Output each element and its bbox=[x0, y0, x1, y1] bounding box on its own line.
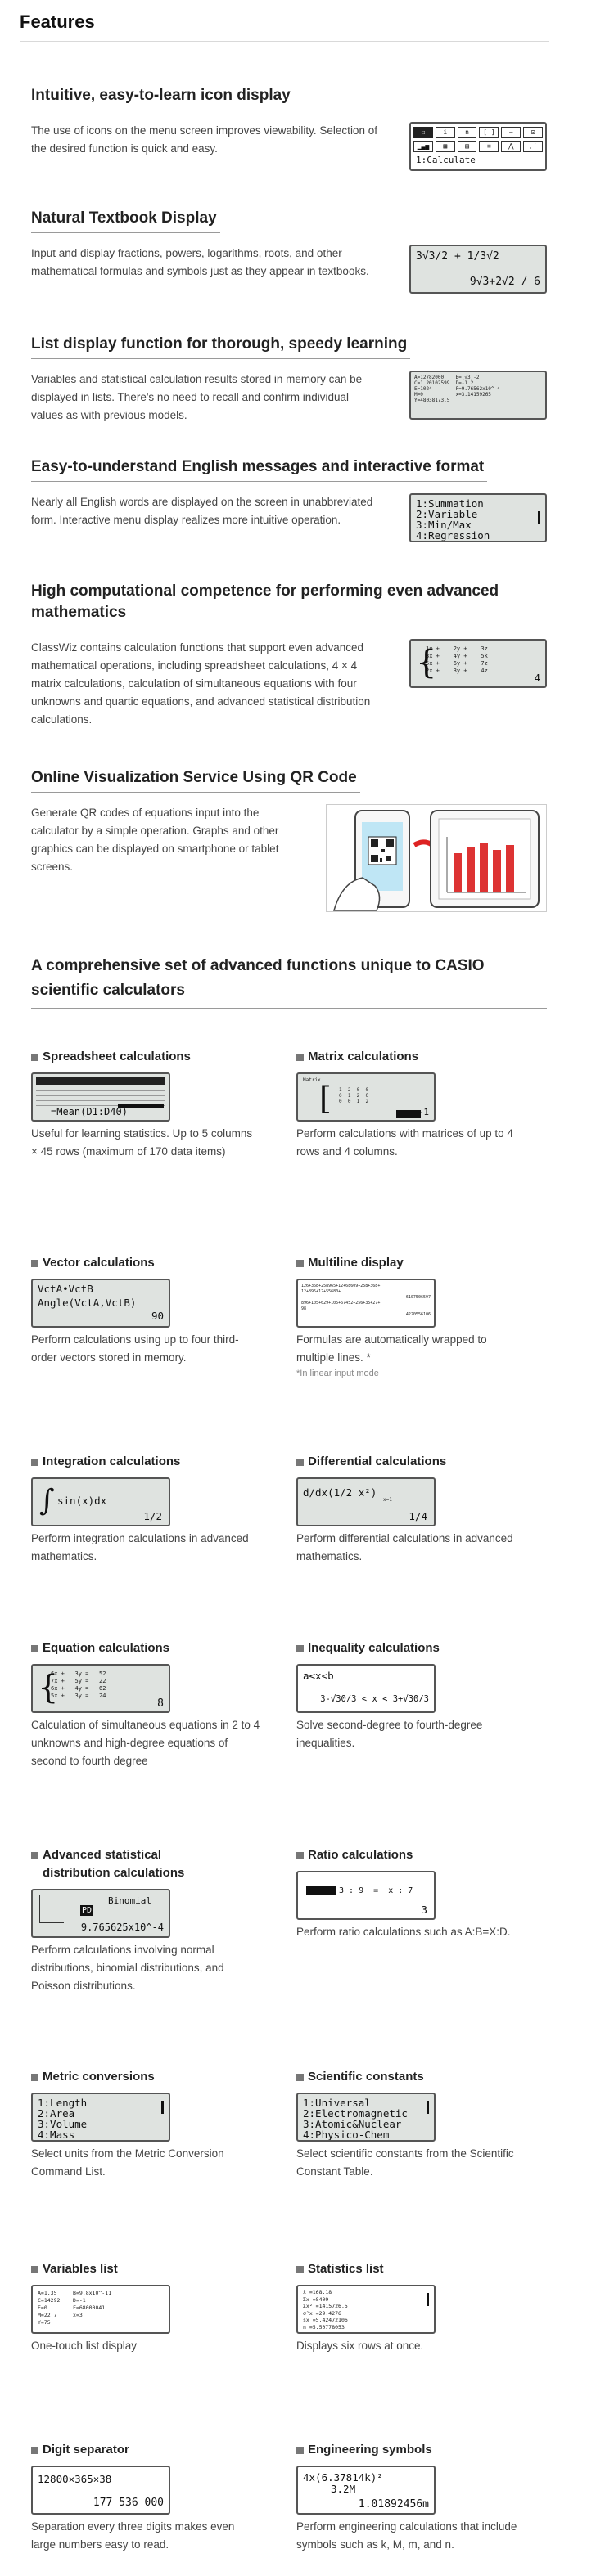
screen-line: M=0 x=3.14159265 bbox=[414, 392, 491, 398]
input-cursor bbox=[306, 1886, 336, 1895]
screen-line: 1/4 bbox=[409, 1510, 427, 1522]
screen-line: a<x<b bbox=[303, 1670, 334, 1682]
screen-line: n =5.50778053 bbox=[303, 2323, 345, 2331]
item-text: Perform calculations involving normal distributions, binomial distributions, and Poisson distributions. bbox=[31, 1944, 224, 1992]
screen-line: 3 bbox=[421, 1904, 427, 1916]
calculator-screen bbox=[31, 1279, 170, 1328]
calculate-icon: ☐ bbox=[413, 127, 433, 138]
screen-line: 0 1 2 0 bbox=[339, 1093, 369, 1099]
screen-line: 3 : 9 = x : 7 bbox=[339, 1886, 413, 1895]
screen-line: 2:Electromagnetic bbox=[303, 2107, 408, 2120]
complex-icon: i bbox=[436, 127, 455, 138]
item-text: Perform calculations using up to four third-order vectors stored in memory. bbox=[31, 1333, 239, 1364]
screen-line: 90 bbox=[151, 1310, 164, 1322]
feature-title: High computational competence for performing even advanced mathematics bbox=[31, 581, 547, 627]
calculator-screen bbox=[296, 2285, 436, 2334]
feature-text: ClassWiz contains calculation functions that support even advanced mathematical operations, including spreadsheet calculations, 4 × 4 matrix calculations, calculation of simultaneous equations with four unknowns and quartic equations, and advanced statistical distribution calculations. bbox=[31, 641, 371, 726]
screen-line: sin(x)dx bbox=[57, 1495, 107, 1507]
calculator-screen bbox=[31, 2285, 170, 2334]
screen-line: 4 bbox=[534, 672, 540, 684]
screen-line: 4:Regression bbox=[416, 529, 490, 542]
screen-line: E=0 F=68000041 bbox=[38, 2304, 106, 2311]
screen-line: 2:Area bbox=[38, 2107, 75, 2120]
screen-line: 4x(6.37814k)² bbox=[303, 2471, 383, 2484]
screen-line: 1 2 0 0 bbox=[339, 1087, 369, 1093]
screen-line: 177 536 000 bbox=[93, 2497, 164, 2509]
item-text: Useful for learning statistics. Up to 5 columns × 45 rows (maximum of 170 data items) bbox=[31, 1127, 253, 1158]
feature-title: Natural Textbook Display bbox=[31, 208, 220, 233]
item-text: Perform calculations with matrices of up to 4 rows and 4 columns. bbox=[296, 1127, 513, 1158]
screen-line: 3:Min/Max bbox=[416, 519, 472, 531]
feature-text: The use of icons on the menu screen improves viewability. Selection of the desired function is quick and easy. bbox=[31, 124, 377, 155]
calculator-screen bbox=[409, 122, 547, 171]
screen-line: 3:Atomic&Nuclear bbox=[303, 2118, 402, 2130]
feature-title: Online Visualization Service Using QR Code bbox=[31, 767, 360, 793]
item-title: Metric conversions bbox=[31, 2068, 277, 2086]
screen-line: Binomial bbox=[108, 1895, 151, 1906]
calculator-screen bbox=[296, 1477, 436, 1526]
screen-line: 896+105+629+105+67452+256+35+27+ bbox=[301, 1301, 381, 1306]
screen-line: C=1.20102599 D=-1.2 bbox=[414, 380, 474, 386]
scrollbar-indicator bbox=[427, 2101, 429, 2114]
screen-line: Angle(VctA,VctB) bbox=[38, 1297, 137, 1309]
screen-line: d/dx(1/2 x²) bbox=[303, 1486, 377, 1499]
item-title: Ratio calculations bbox=[296, 1846, 542, 1864]
distribution-item bbox=[31, 1846, 277, 1995]
engineering-symbols-item bbox=[296, 2441, 542, 2554]
vector-icon: → bbox=[501, 127, 521, 138]
item-title: Differential calculations bbox=[296, 1453, 542, 1471]
screen-line: x=1 bbox=[383, 1497, 392, 1503]
menu-icons-row bbox=[411, 124, 545, 138]
differential-item bbox=[296, 1453, 542, 1566]
base-n-icon: n bbox=[458, 127, 477, 138]
feature-title: Intuitive, easy-to-learn icon display bbox=[31, 85, 547, 110]
brace-icon: { bbox=[416, 644, 437, 681]
screen-line: 4220556106 bbox=[405, 1312, 431, 1317]
menu-icons-row bbox=[411, 138, 545, 152]
item-title: Statistics list bbox=[296, 2260, 542, 2278]
screen-line: 1/2 bbox=[143, 1510, 162, 1522]
calculator-screen bbox=[31, 1664, 170, 1713]
screen-line: C=14292 D=-1 bbox=[38, 2297, 86, 2304]
calculator-screen bbox=[296, 2093, 436, 2142]
screen-line: 98 bbox=[301, 1306, 307, 1311]
section-title: A comprehensive set of advanced functions unique to CASIO scientific calculators bbox=[31, 954, 547, 1009]
calculator-screen bbox=[409, 639, 547, 688]
screen-line: 126+368+258965+12+68609+258+368+ bbox=[301, 1284, 381, 1288]
screen-line: PD bbox=[82, 1906, 93, 1915]
screen-line: E=1024 F=9.76562x10^-4 bbox=[414, 386, 500, 392]
item-title: Engineering symbols bbox=[296, 2441, 542, 2459]
screen-line: M=22.7 x=3 bbox=[38, 2312, 83, 2318]
screen-line: sx =5.42472106 bbox=[303, 2317, 348, 2323]
item-text: Displays six rows at once. bbox=[296, 2340, 424, 2352]
screen-line: 5x + 6y + 7z bbox=[426, 660, 488, 667]
metric-conversions-item bbox=[31, 2068, 277, 2181]
spreadsheet-item bbox=[31, 1048, 277, 1161]
screen-line: Matrix bbox=[303, 1077, 321, 1083]
screen-line: 3√3/2 + 1/3√2 bbox=[416, 250, 499, 263]
item-footnote: *In linear input mode bbox=[296, 1369, 379, 1378]
item-title: Multiline display bbox=[296, 1254, 542, 1272]
screen-line: 12+895+12+55680+ bbox=[301, 1289, 341, 1294]
scrollbar-indicator bbox=[427, 2293, 429, 2306]
screen-line: 0 0 1 2 bbox=[339, 1099, 369, 1104]
item-title: Inequality calculations bbox=[296, 1639, 542, 1657]
item-title: Equation calculations bbox=[31, 1639, 277, 1657]
item-text: Perform integration calculations in advanced mathematics. bbox=[31, 1532, 249, 1562]
screen-line: Σx² =1415726.5 bbox=[303, 2303, 348, 2309]
scrollbar-indicator bbox=[538, 511, 540, 524]
qr-illustration bbox=[326, 804, 547, 912]
scrollbar-indicator bbox=[161, 2101, 164, 2114]
calculator-screen bbox=[31, 2466, 170, 2515]
calculator-screen bbox=[31, 2093, 170, 2142]
calculator-screen bbox=[31, 1477, 170, 1526]
bracket-left-icon: [ bbox=[319, 1081, 332, 1117]
item-text: Formulas are automatically wrapped to multiple lines. * bbox=[296, 1333, 487, 1364]
screen-line: =Mean(D1:D40) bbox=[51, 1106, 128, 1117]
screen-line: 7x + 5y = 22 bbox=[51, 1678, 106, 1684]
variables-list-item bbox=[31, 2260, 277, 2355]
screen-line: Σx =8409 bbox=[303, 2295, 329, 2303]
item-title: Spreadsheet calculations bbox=[31, 1048, 277, 1066]
digit-separator-item bbox=[31, 2441, 277, 2554]
item-title: Integration calculations bbox=[31, 1453, 277, 1471]
feature-english-messages bbox=[31, 456, 547, 542]
item-title: Advanced statistical distribution calculations bbox=[31, 1846, 228, 1882]
inequality-icon: ⋀ bbox=[501, 141, 521, 152]
inequality-item bbox=[296, 1639, 542, 1752]
spreadsheet-icon: ▦ bbox=[436, 141, 455, 152]
matrix-icon: [ ] bbox=[479, 127, 499, 138]
feature-qr-visualization bbox=[31, 767, 547, 912]
screen-line: 1:Calculate bbox=[416, 155, 476, 165]
multiline-item bbox=[296, 1254, 542, 1380]
screen-line: Y=48038173.5 bbox=[414, 398, 450, 403]
page-title: Features bbox=[20, 11, 95, 32]
screen-line: 1:Summation bbox=[416, 497, 484, 510]
stat-icon: ⊡ bbox=[523, 127, 543, 138]
calculator-screen bbox=[409, 245, 547, 294]
feature-text: Input and display fractions, powers, logarithms, roots, and other mathematical formulas and symbols just as they appear in textbooks. bbox=[31, 247, 369, 277]
calculator-screen bbox=[296, 2466, 436, 2515]
screen-line: 6x + 3y = 52 bbox=[51, 1670, 106, 1677]
calculator-screen bbox=[409, 493, 547, 542]
sheet-header bbox=[36, 1077, 165, 1085]
screen-line: 12800×365×38 bbox=[38, 2473, 112, 2485]
screen-line: 4:Mass bbox=[38, 2129, 75, 2141]
item-text: Separation every three digits makes even large numbers easy to read. bbox=[31, 2520, 235, 2551]
screen-line: -1 bbox=[418, 1107, 429, 1117]
item-title: Scientific constants bbox=[296, 2068, 542, 2086]
equation-icon: ≡ bbox=[479, 141, 499, 152]
scientific-constants-item bbox=[296, 2068, 542, 2181]
matrix-item bbox=[296, 1048, 542, 1161]
screen-line: 8 bbox=[157, 1697, 164, 1710]
item-text: Calculation of simultaneous equations in 2 to 4 unknowns and high-degree equations of second to fourth degree bbox=[31, 1719, 260, 1767]
screen-line: 1:Length bbox=[38, 2097, 88, 2109]
screen-line: VctA•VctB bbox=[38, 1283, 93, 1295]
feature-text: Variables and statistical calculation results stored in memory can be displayed in lists. There's no need to recall and confirm individual values as with previous models. bbox=[31, 373, 363, 421]
calculator-screen bbox=[296, 1279, 436, 1328]
feature-text: Nearly all English words are displayed on the screen in unabbreviated form. Interactive menu display realizes more intuitive operation. bbox=[31, 496, 373, 526]
item-text: One-touch list display bbox=[31, 2340, 138, 2352]
calculator-screen bbox=[296, 1664, 436, 1713]
screen-line: A=12782000 B=(√3)-2 bbox=[414, 375, 480, 380]
item-text: Select units from the Metric Conversion Command List. bbox=[31, 2147, 224, 2178]
matrix-cursor bbox=[396, 1110, 421, 1118]
screen-line: 4:Physico-Chem bbox=[303, 2129, 390, 2141]
feature-list-display bbox=[31, 334, 547, 425]
item-title: Vector calculations bbox=[31, 1254, 277, 1272]
graph-icon bbox=[39, 1895, 64, 1923]
integration-item bbox=[31, 1453, 277, 1566]
item-title: Digit separator bbox=[31, 2441, 277, 2459]
screen-line: 5x + 3y = 24 bbox=[51, 1693, 106, 1699]
item-text: Solve second-degree to fourth-degree inequalities. bbox=[296, 1719, 483, 1749]
feature-title: Easy-to-understand English messages and interactive format bbox=[31, 456, 487, 482]
equation-item bbox=[31, 1639, 277, 1770]
ratio-item bbox=[296, 1846, 542, 1941]
feature-textbook-display bbox=[31, 208, 547, 294]
calculator-screen bbox=[31, 1072, 170, 1122]
vector-item bbox=[31, 1254, 277, 1367]
brace-icon: { bbox=[38, 1669, 59, 1706]
item-title: Variables list bbox=[31, 2260, 277, 2278]
calculator-screen bbox=[296, 1871, 436, 1920]
screen-line: 2x + 3y + 4z bbox=[426, 668, 488, 674]
item-title: Matrix calculations bbox=[296, 1048, 542, 1066]
feature-computational-competence bbox=[31, 581, 547, 729]
ratio-icon: ⋰ bbox=[523, 141, 543, 152]
screen-line: Y=75 bbox=[38, 2319, 51, 2326]
screen-line: 3x + 4y + 5k bbox=[426, 653, 488, 659]
screen-line: 9√3+2√2 / 6 bbox=[469, 276, 540, 288]
item-text: Select scientific constants from the Scientific Constant Table. bbox=[296, 2147, 514, 2178]
screen-line: A=1.35 B=9.8x10^-11 bbox=[38, 2290, 112, 2296]
screen-line: 2:Variable bbox=[416, 508, 478, 520]
calculator-screen bbox=[296, 1072, 436, 1122]
item-text: Perform differential calculations in advanced mathematics. bbox=[296, 1532, 513, 1562]
screen-line: σ²x =29.4276 bbox=[303, 2309, 341, 2317]
screen-line: 6107506597 bbox=[405, 1295, 431, 1300]
screen-line: x̄ =168.18 bbox=[303, 2289, 332, 2295]
item-text: Perform ratio calculations such as A:B=X:D. bbox=[296, 1926, 511, 1938]
screen-line: 1x + 2y + 3z bbox=[426, 645, 488, 652]
screen-line: 1:Universal bbox=[303, 2097, 371, 2109]
screen-line: 3-√30/3 < x < 3+√30/3 bbox=[320, 1694, 429, 1704]
screen-line: 1.01892456m bbox=[358, 2498, 429, 2511]
statistics-list-item bbox=[296, 2260, 542, 2355]
integral-icon: ∫ bbox=[39, 1484, 55, 1517]
item-text: Perform engineering calculations that include symbols such as k, M, m, and n. bbox=[296, 2520, 517, 2551]
distribution-icon: ▁▃▅ bbox=[413, 141, 433, 152]
feature-title: List display function for thorough, speedy learning bbox=[31, 334, 410, 359]
screen-line: 3:Volume bbox=[38, 2118, 88, 2130]
calculator-screen bbox=[31, 1889, 170, 1938]
screen-line: 6x + 4y = 62 bbox=[51, 1685, 106, 1692]
feature-icon-display bbox=[31, 85, 547, 171]
feature-text: Generate QR codes of equations input into the calculator by a simple operation. Graphs and other graphics can be displayed on smartphone or tablet screens. bbox=[31, 807, 279, 873]
table-icon: ▤ bbox=[458, 141, 477, 152]
screen-line: 9.765625x10^-4 bbox=[80, 1922, 164, 1933]
title-divider bbox=[20, 41, 549, 42]
advanced-functions-section bbox=[31, 954, 547, 1009]
calculator-screen bbox=[409, 371, 547, 420]
qr-code-icon bbox=[368, 837, 396, 865]
screen-line: 3.2M bbox=[331, 2483, 356, 2495]
